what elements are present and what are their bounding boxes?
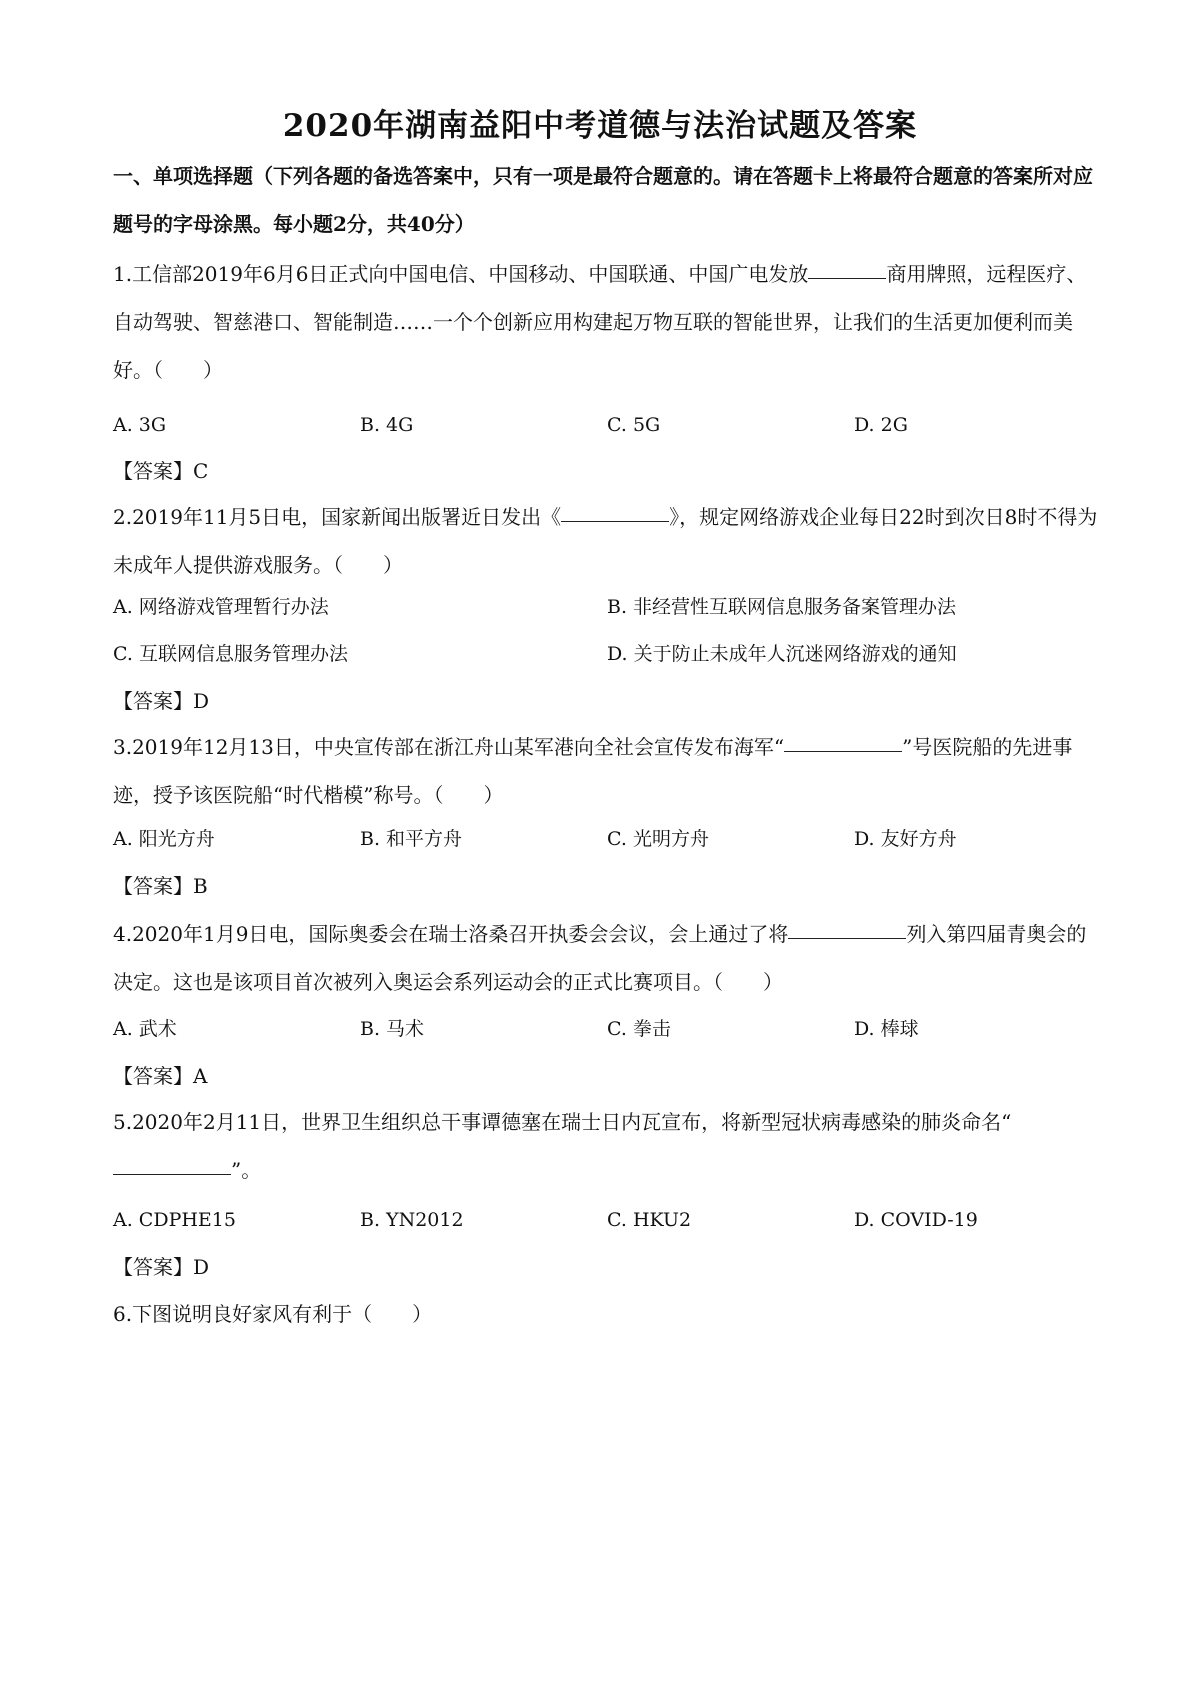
question-1-options (113, 401, 1103, 449)
option-a: A. 3G (113, 414, 167, 436)
option-c: C. 5G (607, 414, 661, 436)
option-c: C. HKU2 (607, 1209, 692, 1231)
answer-blank (808, 277, 886, 279)
option-d: D. COVID-19 (854, 1209, 978, 1231)
question-3-stem-start: 3.2019年12月13日，中央宣传部在浙江舟山某军港向全社会宣传发布海军“ (113, 735, 785, 759)
question-1-answer: 【答案】C (113, 459, 209, 483)
option-b: B. YN2012 (360, 1209, 464, 1231)
question-3 (113, 723, 1103, 819)
question-4-options (113, 1005, 1103, 1053)
question-4-stem-start: 4.2020年1月9日电，国际奥委会在瑞士洛桑召开执委会会议，会上通过了将 (113, 922, 789, 946)
question-6 (113, 1290, 1103, 1338)
question-3-answer: 【答案】B (113, 874, 208, 898)
question-3-stem-end: ”号医院船的先进事迹，授予该医院船“时代楷模”称号。（ ） (113, 735, 1073, 807)
option-d: D. 棒球 (854, 1018, 919, 1040)
question-2-options-row-1 (113, 583, 1103, 631)
option-c: C. 光明方舟 (607, 828, 709, 850)
section-heading: 一、单项选择题（下列各题的备选答案中，只有一项是最符合题意的。请在答题卡上将最符合题意的答案所对应题号的字母涂黑。每小题2分，共40分） (113, 164, 1093, 236)
question-5-stem-start: 5.2020年2月11日，世界卫生组织总干事谭德塞在瑞士日内瓦宣布，将新型冠状病毒感染的肺炎命名“ (113, 1110, 1012, 1134)
question-2-answer: 【答案】D (113, 689, 210, 713)
question-2-options-row-2 (113, 630, 1103, 678)
option-a: A. 武术 (113, 1018, 177, 1040)
option-b: B. 马术 (360, 1018, 425, 1040)
question-5-stem-end: ”。 (231, 1158, 262, 1182)
option-b: B. 4G (360, 414, 414, 436)
option-d: D. 友好方舟 (854, 828, 957, 850)
question-3-options (113, 815, 1103, 863)
question-2 (113, 493, 1103, 589)
question-1-stem-start: 1.工信部2019年6月6日正式向中国电信、中国移动、中国联通、中国广电发放 (113, 262, 809, 286)
question-4-answer: 【答案】A (113, 1064, 208, 1088)
question-4 (113, 910, 1103, 1006)
question-2-stem-end: 》，规定网络游戏企业每日22时到次日8时不得为未成年人提供游戏服务。（ ） (113, 505, 1098, 577)
option-a: A. 阳光方舟 (113, 828, 215, 850)
question-1-stem-end: 商用牌照，远程医疗、自动驾驶、智慈港口、智能制造……一个个创新应用构建起万物互联的智能世界，让我们的生活更加便利而美好。（ ） (113, 262, 1087, 382)
question-2-stem-start: 2.2019年11月5日电，国家新闻出版署近日发出《 (113, 505, 562, 529)
answer-blank (561, 520, 669, 522)
question-4-stem-end: 列入第四届青奥会的决定。这也是该项目首次被列入奥运会系列运动会的正式比赛项目。（ ） (113, 922, 1087, 994)
option-a: A. 网络游戏管理暂行办法 (113, 596, 329, 618)
question-5-answer: 【答案】D (113, 1255, 210, 1279)
option-c: C. 互联网信息服务管理办法 (113, 643, 348, 665)
answer-blank (784, 750, 902, 752)
question-6-stem: 6.下图说明良好家风有利于（ ） (113, 1302, 433, 1326)
option-a: A. CDPHE15 (113, 1209, 236, 1231)
option-d: D. 关于防止未成年人沉迷网络游戏的通知 (607, 643, 957, 665)
page-title: 2020年湖南益阳中考道德与法治试题及答案 (282, 108, 918, 144)
question-5-options (113, 1196, 1103, 1244)
answer-blank (113, 1173, 231, 1175)
option-c: C. 拳击 (607, 1018, 671, 1040)
option-b: B. 和平方舟 (360, 828, 463, 850)
answer-blank (788, 937, 906, 939)
option-b: B. 非经营性互联网信息服务备案管理办法 (607, 596, 957, 618)
option-d: D. 2G (854, 414, 908, 436)
question-1 (113, 250, 1103, 394)
question-5 (113, 1098, 1103, 1194)
